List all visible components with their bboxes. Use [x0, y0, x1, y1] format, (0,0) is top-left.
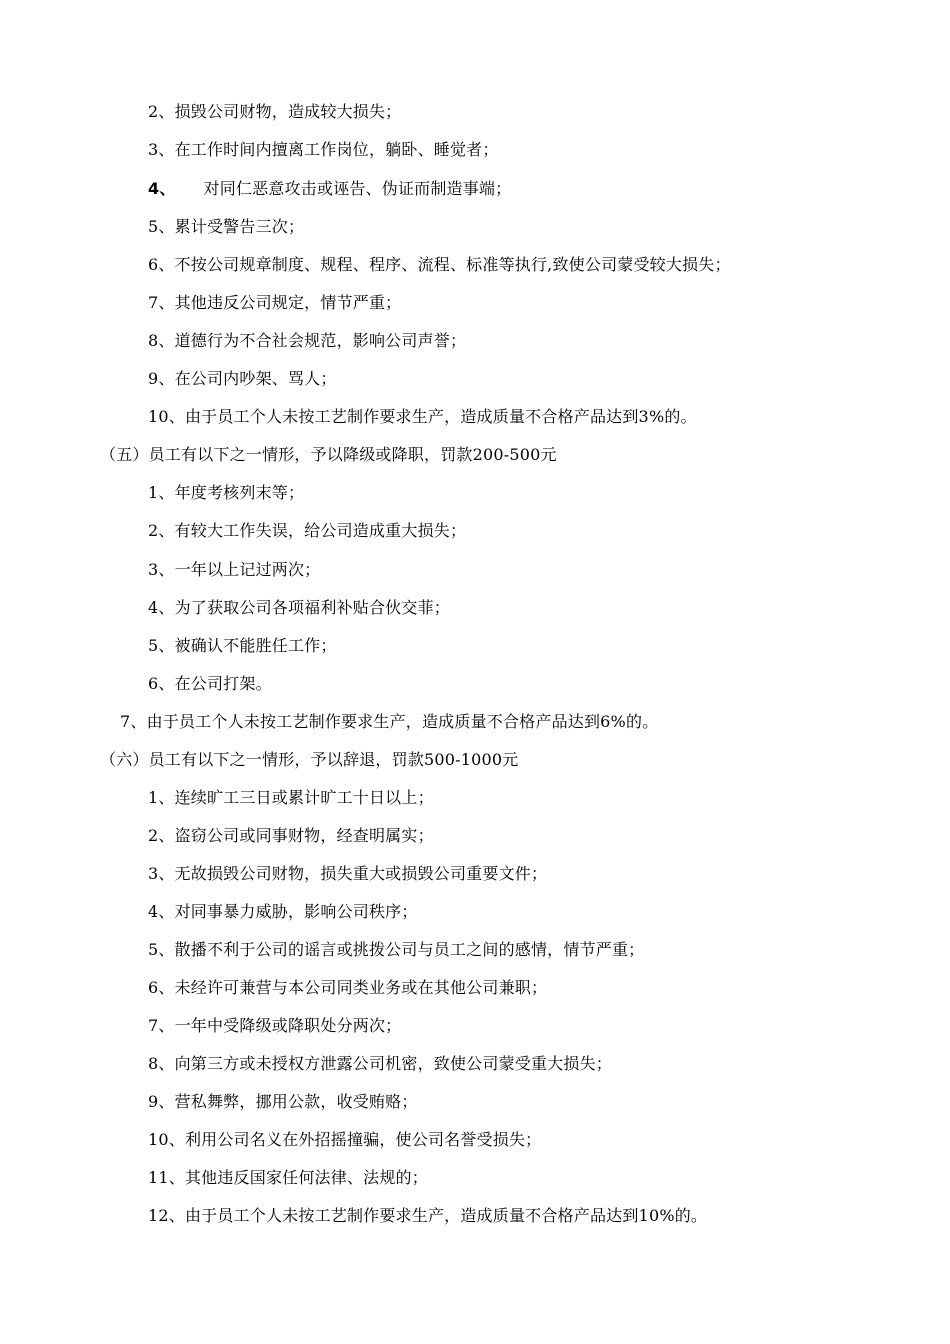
list-item: 7、其他违反公司规定，情节严重； [148, 293, 402, 312]
list-item: 7、一年中受降级或降职处分两次； [148, 1016, 402, 1035]
list-item: 3、一年以上记过两次； [148, 560, 321, 579]
list-item: 3、无故损毁公司财物，损失重大或损毁公司重要文件； [148, 864, 548, 883]
section-heading: （五）员工有以下之一情形，予以降级或降职，罚款200-500元 [100, 445, 557, 464]
list-item: 5、散播不利于公司的谣言或挑拨公司与员工之间的感情，情节严重； [148, 940, 645, 959]
list-item: 3、在工作时间内擅离工作岗位，躺卧、睡觉者； [148, 140, 499, 159]
list-item: 8、向第三方或未授权方泄露公司机密，致使公司蒙受重大损失； [148, 1054, 612, 1073]
item-text: 对同仁恶意攻击或诬告、伪证而制造事端； [203, 179, 512, 198]
list-item: 10、利用公司名义在外招摇撞骗，使公司名誉受损失； [148, 1130, 542, 1149]
section-heading: （六）员工有以下之一情形，予以辞退，罚款500-1000元 [100, 750, 519, 769]
list-item: 7、由于员工个人未按工艺制作要求生产，造成质量不合格产品达到6%的。 [120, 712, 659, 731]
list-item: 2、损毁公司财物，造成较大损失； [148, 102, 402, 121]
list-item: 4、对同事暴力威胁，影响公司秩序； [148, 902, 418, 921]
list-item: 1、年度考核列末等； [148, 483, 305, 502]
list-item: 1、连续旷工三日或累计旷工十日以上； [148, 788, 434, 807]
list-item: 9、在公司内吵架、骂人； [148, 369, 337, 388]
list-item [148, 178, 511, 200]
list-item: 6、不按公司规章制度、规程、程序、流程、标准等执行,致使公司蒙受较大损失； [148, 255, 731, 274]
list-item: 4、为了获取公司各项福利补贴合伙交菲； [148, 598, 450, 617]
list-item: 5、被确认不能胜任工作； [148, 636, 337, 655]
list-item: 8、道德行为不合社会规范，影响公司声誉； [148, 331, 467, 350]
item-number: 4、 [148, 179, 176, 198]
list-item: 2、有较大工作失误，给公司造成重大损失； [148, 521, 467, 540]
list-item: 11、其他违反国家任何法律、法规的； [148, 1168, 428, 1187]
list-item: 2、盗窃公司或同事财物，经查明属实； [148, 826, 434, 845]
list-item: 9、营私舞弊，挪用公款，收受贿赂； [148, 1092, 418, 1111]
list-item: 6、在公司打架。 [148, 674, 272, 693]
list-item: 5、累计受警告三次； [148, 217, 305, 236]
list-item: 12、由于员工个人未按工艺制作要求生产，造成质量不合格产品达到10%的。 [148, 1206, 708, 1225]
list-item: 10、由于员工个人未按工艺制作要求生产，造成质量不合格产品达到3%的。 [148, 407, 697, 426]
list-item: 6、未经许可兼营与本公司同类业务或在其他公司兼职； [148, 978, 548, 997]
